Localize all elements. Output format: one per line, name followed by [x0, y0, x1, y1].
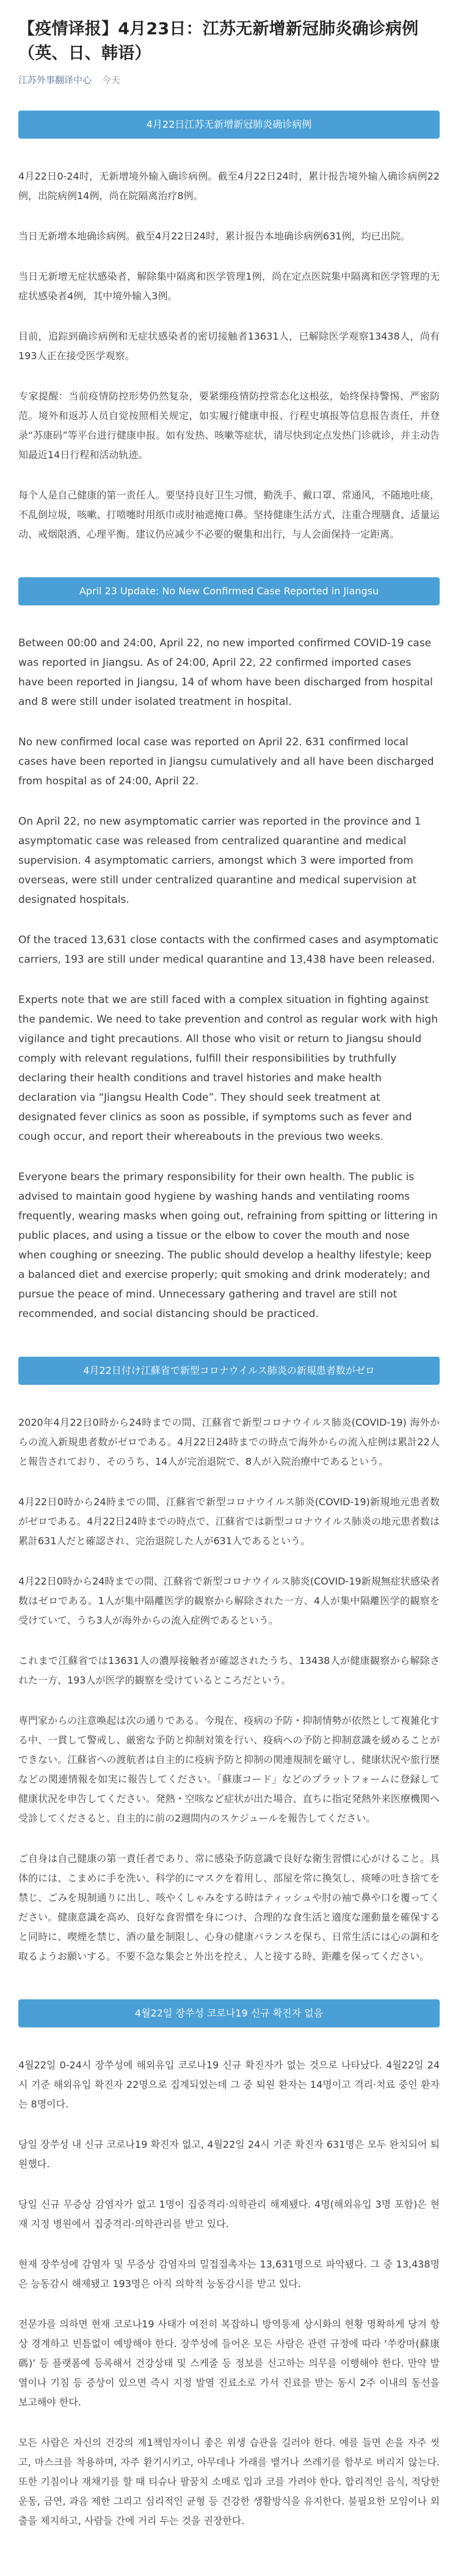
- paragraph: 현재 장쑤성에 감염자 및 무증상 감염자의 밀접접촉자는 13,631명으로 파악됐다. 그 중 13,438명은 능동감시 해제됐고 193명은 아직 의학적 능동감시를 받고 있다.: [18, 2258, 440, 2290]
- section-en: [18, 633, 440, 1324]
- paragraph: 目前，追踪到确诊病例和无症状感染者的密切接触者13631人，已解除医学观察13438人，尚有193人正在接受医学观察。: [18, 330, 440, 362]
- paragraph: 4月22日0時から24時までの間、江蘇省で新型コロナウイルス肺炎(COVID-19新規無症状感染者数はゼロである。1人が集中隔離医学的観察から解除された一方、4人が集中隔離医学的観察を受けていて、うち3人が海外からの流入症例であるという。: [18, 1575, 440, 1626]
- section-cn: [18, 167, 440, 544]
- paragraph: No new confirmed local case was reported on April 22. 631 confirmed local cases have been reported in Jiangsu cumulatively and all have been discharged from hospital as of 24:00, April 22.: [18, 736, 434, 787]
- paragraph: 每个人是自己健康的第一责任人。要坚持良好卫生习惯，勤洗手、戴口罩、常通风，不随地吐痰，不乱倒垃圾，咳嗽、打喷嚏时用纸巾或肘袖遮掩口鼻。坚持健康生活方式，注重合理膳食、适量运动、戒烟限酒、心理平衡。建议仍应减少不必要的聚集和出行，与人会面保持一定距离。: [18, 489, 440, 540]
- publish-date: 今天: [101, 75, 120, 86]
- section-banner-ko: 4월22일 장쑤성 코로나19 신규 확진자 없음: [18, 1999, 440, 2027]
- paragraph: 当日无新增无症状感染者，解除集中隔离和医学管理1例，尚在定点医院集中隔离和医学管理的无症状感染者4例，其中境外输入3例。: [18, 271, 440, 302]
- paragraph: On April 22, no new asymptomatic carrier was reported in the province and 1 asymptomatic case was released from centralized quarantine and medical supervision. 4 asymptomatic carriers, amongst which 3 were imported from overseas, were still under centralized quarantine and medical supervision at designated hospitals.: [18, 815, 421, 906]
- paragraph: Experts note that we are still faced with a complex situation in fighting against the pandemic. We need to take prevention and control as regular work with high vigilance and tight precautions. All those who visit or return to Jiangsu should comply with relevant regulations, fulfill their responsibilities by truthfully declaring their health conditions and travel histories and make health declaration via “Jiangsu Health Code”. They should seek treatment at designated fever clinics as soon as possible, if symptoms such as fever and cough occur, and report their whereabouts in the previous two weeks.: [18, 994, 438, 1143]
- paragraph: 専門家からの注意喚起は次の通りである。今現在、疫病の予防・抑制情勢が依然として複雑化する中、一貫して警戒し、厳密な予防と抑制対策を行い、疫病への予防と抑制意識を緩めることができない。江蘇省への渡航者は自主的に疫病予防と抑制の関連規制を厳守し、健康状況や旅行歴などの関連情報を如実に報告してください。「蘇康コード」などのプラットフォームに登録して健康状況を申告してください。発熱・空咳など症状が出た場合、直ちに指定発熱外来医療機関へ受診してくださると、自主的に前の2週間内のスケジュールを報告してください。: [18, 1715, 440, 1824]
- paragraph: ご自身は自己健康の第一責任者であり、常に感染予防意識で良好な衛生習慣に心がけること。具体的には、こまめに手を洗い、科学的にマスクを着用し、部屋を常に換気し、痰唾の吐き捨てを禁じ、ごみを規制通りに出し、咳やくしゃみをする時はティッシュや肘の袖で鼻や口を覆ってください。健康意識を高め、良好な食習慣を身につけ、合理的な食生活と適度な運動量を確保すると同時に、喫煙を禁じ、酒の量を制限し、心身の健康バランスを保ち、日常生活には心の調和を取るようお願いする。不要不急な集会と外出を控え、人と接する時、距離を保ってください。: [18, 1853, 440, 1962]
- paragraph: 당일 신규 무증상 감염자가 없고 1명이 집중격리·의학관리 해제됐다. 4명(해외유입 3명 포함)은 현재 지정 병원에서 집중격리·의학관리를 받고 있다.: [18, 2198, 440, 2230]
- paragraph: 当日无新增本地确诊病例。截至4月22日24时，累计报告本地确诊病例631例，均已出院。: [18, 230, 410, 242]
- paragraph: Everyone bears the primary responsibility for their own health. The public is advised to maintain good hygiene by washing hands and ventilating rooms frequently, wearing masks when going out, refraining from spitting or littering in public places, and using a tissue or the elbow to cover the mouth and nose when coughing or sneezing. The public should develop a healthy lifestyle; keep a balanced diet and exercise properly; quit smoking and drink moderately; and pursue the peace of mind. Unnecessary gathering and travel are still not recommended, and social distancing should be practiced.: [18, 1171, 438, 1320]
- section-ko: [18, 2056, 440, 2531]
- section-banner-cn: 4月22日江苏无新增新冠肺炎确诊病例: [18, 111, 440, 139]
- section-ja: [18, 1413, 440, 1966]
- paragraph: Of the traced 13,631 close contacts with the confirmed cases and asymptomatic carriers, 193 are still under medical quarantine and 13,438 have been released.: [18, 934, 439, 966]
- section-banner-ja: 4月22日付け江蘇省で新型コロナウイルス肺炎の新規患者数がゼロ: [18, 1357, 440, 1385]
- author-link[interactable]: 江苏外事翻译中心: [18, 75, 92, 86]
- paragraph: 4月22日0時から24時までの間、江蘇省で新型コロナウイルス肺炎(COVID-19)新規地元患者数がゼロである。4月22日24時までの時点で、江蘇省では新型コロナウイルス肺炎の地元患者数は累計631人だと確認され、完治退院した人が631人であるという。: [18, 1496, 440, 1547]
- paragraph: 모든 사람은 자신의 건강의 제1책임자이니 좋은 위생 습관을 길러야 한다. 예를 들면 손을 자주 씻고, 마스크를 착용하며, 자주 환기시키고, 아무데나 가래를 뱉거나 쓰레기를 함부로 버리지 않는다. 또한 기침이나 재채기를 할 때 티슈나 팔꿈치 소매로 입과 코를 가려야 한다. 합리적인 음식, 적당한 운동, 금연, 과음 제한 그리고 심리적인 균형 등 건강한 생활방식을 유지한다. 불필요한 모임이나 외출을 제지하고, 사람들 간에 거리 두는 것을 권장한다.: [18, 2437, 440, 2527]
- paragraph: Between 00:00 and 24:00, April 22, no new imported confirmed COVID-19 case was reported in Jiangsu. As of 24:00, April 22, 22 confirmed imported cases have been reported in Jiangsu, 14 of whom have been discharged from hospital and 8 were still under isolated treatment in hospital.: [18, 637, 433, 708]
- paragraph: 4월22일 0-24시 장쑤성에 해외유입 코로나19 신규 확진자가 없는 것으로 나타났다. 4월22일 24시 기준 해외유입 확진자 22명으로 집계되었는데 그 중 퇴원 환자는 14명이고 격리·치료 중인 환자는 8명이다.: [18, 2059, 440, 2110]
- article-title: 【疫情译报】4月23日：江苏无新增新冠肺炎确诊病例（英、日、韩语）: [18, 20, 419, 63]
- paragraph: 专家提醒：当前疫情防控形势仍然复杂，要紧绷疫情防控常态化这根弦，始终保持警惕、严密防范。境外和返苏人员自觉按照相关规定，如实履行健康申报、行程史填报等信息报告责任，并登录“苏康码”等平台进行健康申报。如有发热、咳嗽等症状，请尽快到定点发热门诊就诊，并主动告知最近14日行程和活动轨迹。: [18, 390, 440, 461]
- section-banner-en: April 23 Update: No New Confirmed Case Reported in Jiangsu: [18, 577, 440, 605]
- paragraph: 4月22日0-24时，无新增境外输入确诊病例。截至4月22日24时，累计报告境外输入确诊病例22例，出院病例14例，尚在院隔离治疗8例。: [18, 170, 440, 202]
- paragraph: 당일 장쑤성 내 신규 코로나19 확진자 없고, 4월22일 24시 기준 확진자 631명은 모두 완치되어 퇴원했다.: [18, 2139, 440, 2170]
- paragraph: 2020年4月22日0時から24時までの間、江蘇省で新型コロナウイルス肺炎(COVID-19) 海外からの流入新規患者数がゼロである。4月22日24時までの時点で海外からの流入症例は累計22人と報告されており、そのうち、14人が完治退院で、8人が入院治療中であるという。: [18, 1417, 440, 1467]
- article-meta: [18, 73, 440, 86]
- paragraph: 전문가를 의하면 현재 코로나19 사태가 여전히 복잡하니 방역통제 상시화의 현황 명확하게 당겨 항상 경계하고 빈틈없이 예방해야 한다. 장쑤성에 들어온 모든 사람은 관련 규정에 따라 ‘쑤캉마(蘇康碼)’ 등 플랫폼에 등록해서 건강상태 및 스케줄 등 정보를 신고하는 의무를 이행해야 한다. 만약 발열이나 기침 등 증상이 있으면 즉시 지정 발열 진료소로 가서 진료를 받는 동시 2주 이내의 동선을 보고해야 한다.: [18, 2318, 440, 2408]
- paragraph: これまで江蘇省では13631人の濃厚接触者が確認されたうち、13438人が健康観察から解除された一方、193人が医学的観察を受けているところだという。: [18, 1655, 440, 1686]
